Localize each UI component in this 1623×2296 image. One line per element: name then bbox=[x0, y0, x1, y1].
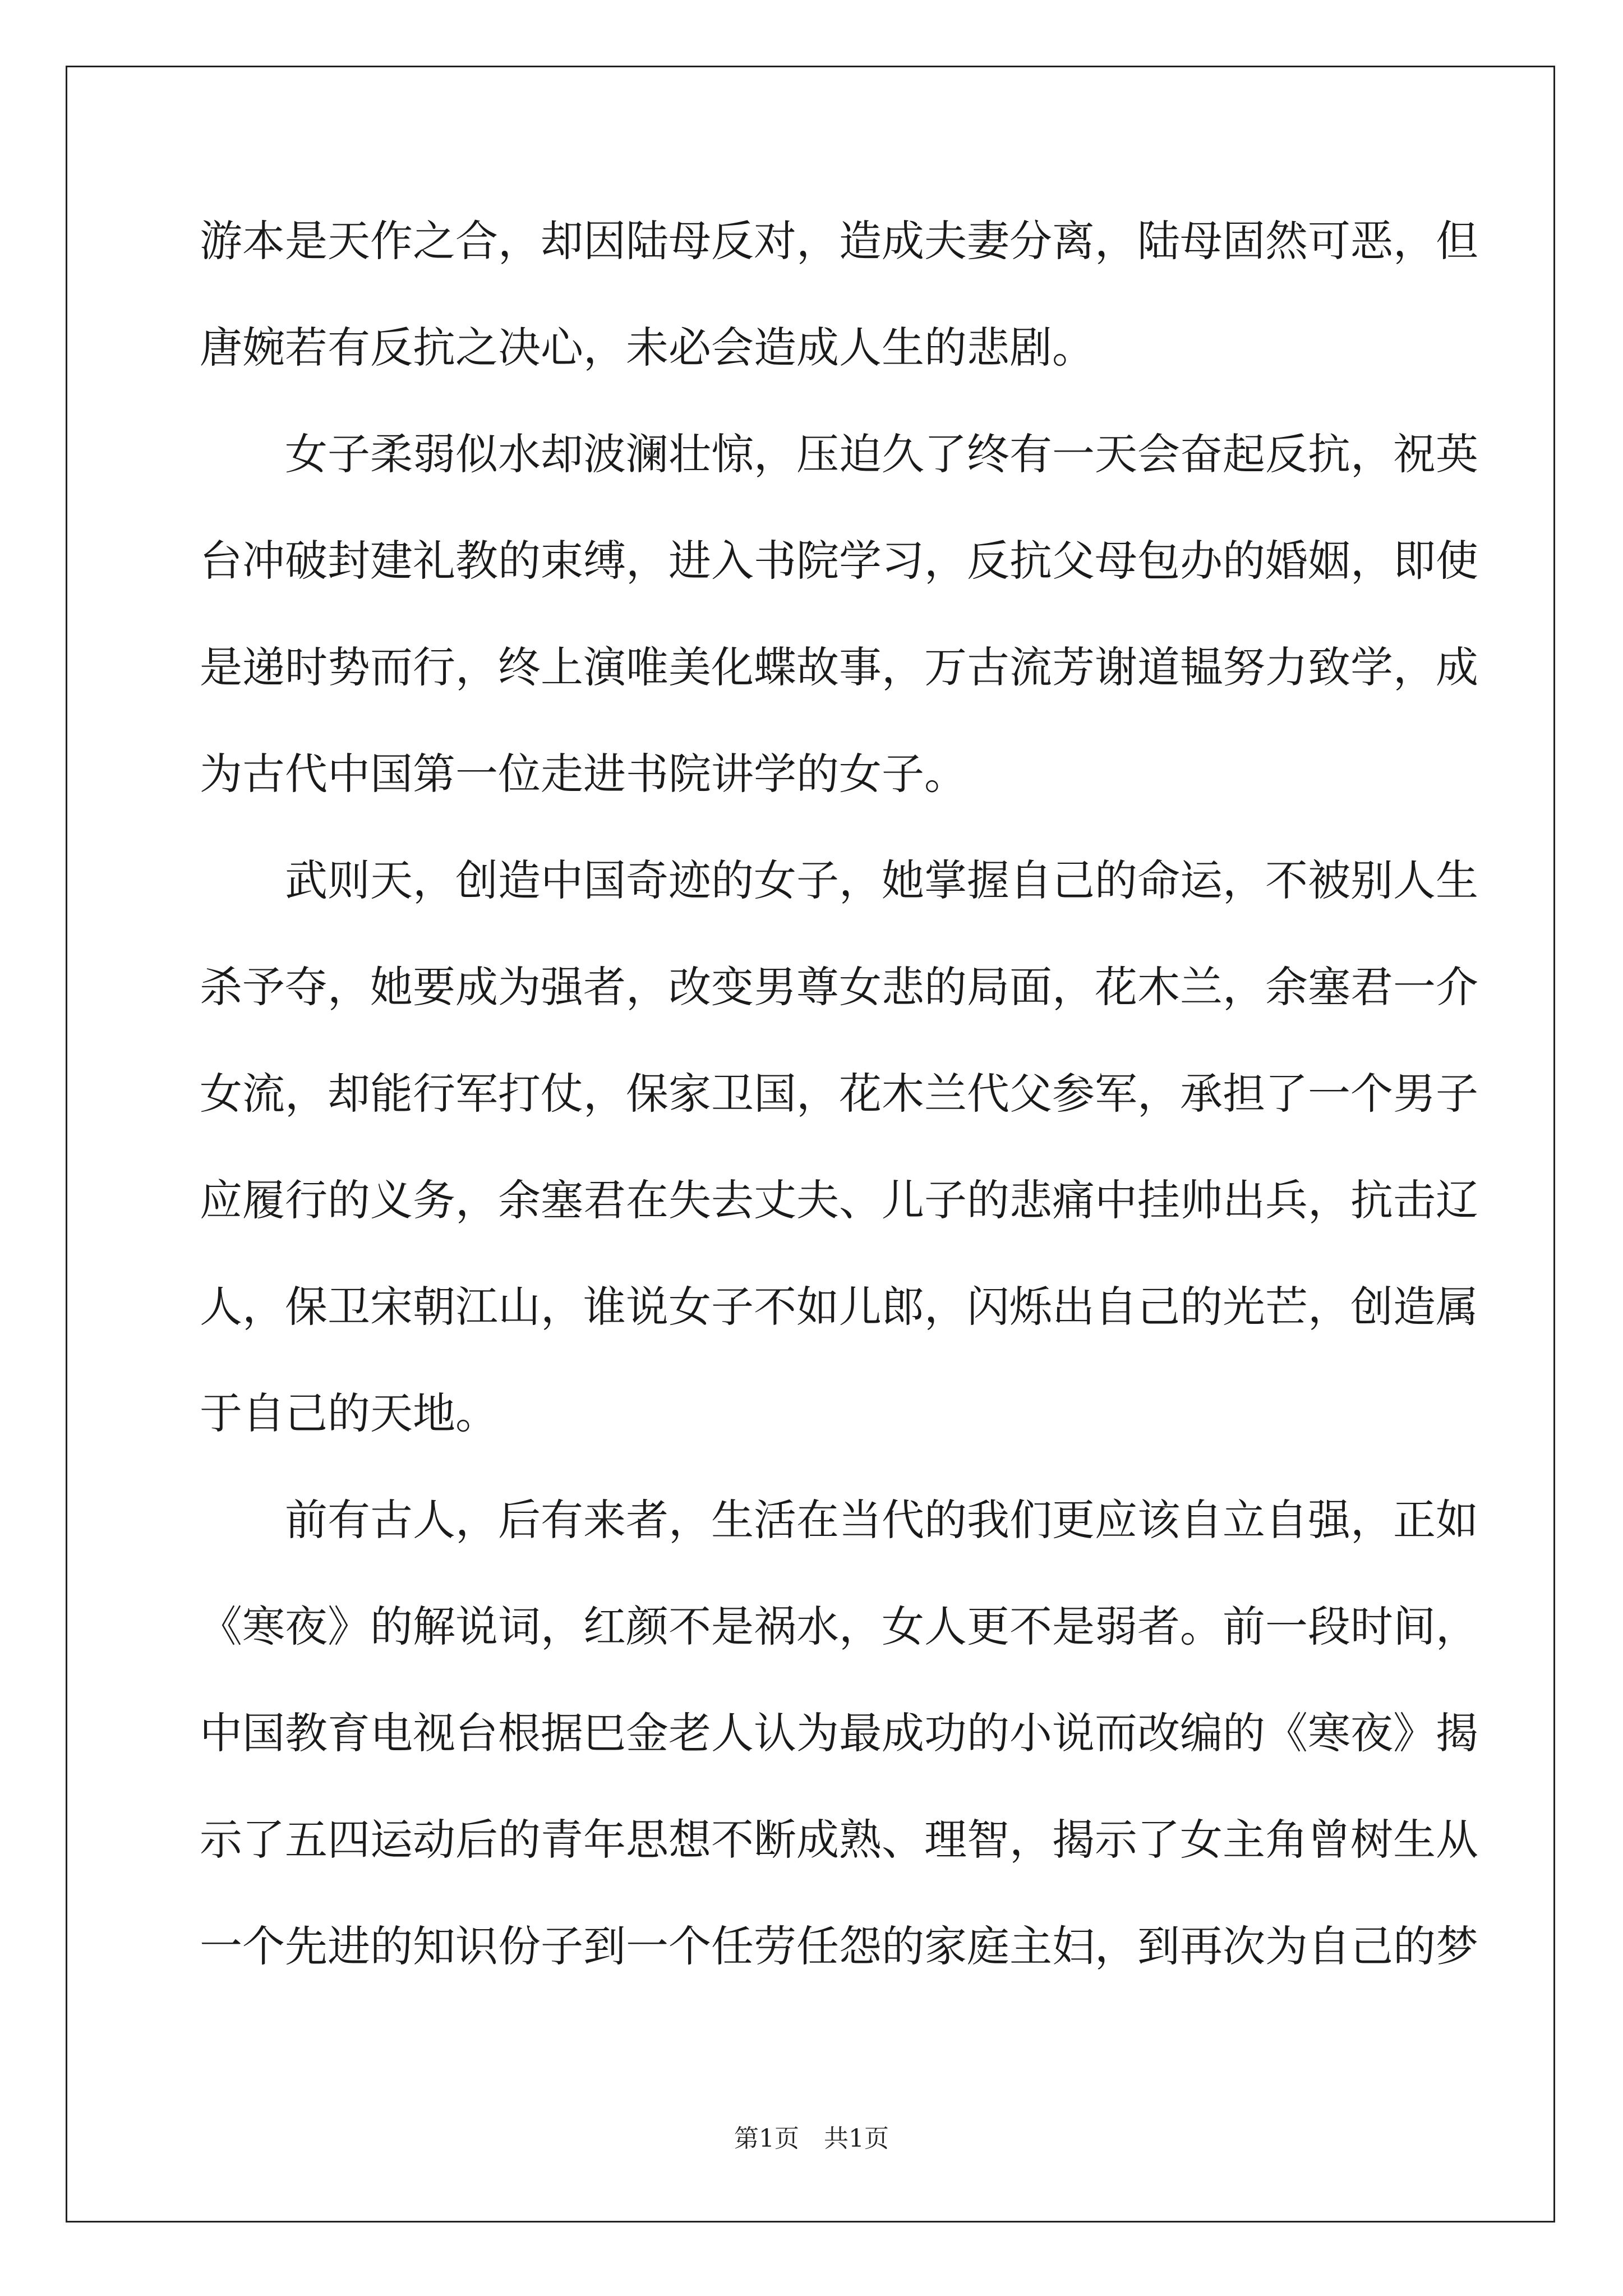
text-line: 女流，却能行军打仗，保家卫国，花木兰代父参军，承担了一个男子 bbox=[200, 1069, 1478, 1119]
text-line: 《寒夜》的解说词，红颜不是祸水，女人更不是弱者。前一段时间， bbox=[200, 1602, 1478, 1651]
text-line: 女子柔弱似水却波澜壮惊，压迫久了终有一天会奋起反抗，祝英 bbox=[285, 429, 1478, 479]
text-line: 人，保卫宋朝江山，谁说女子不如儿郎，闪烁出自己的光芒，创造属 bbox=[200, 1282, 1478, 1332]
text-line: 应履行的义务，余塞君在失去丈夫、儿子的悲痛中挂帅出兵，抗击辽 bbox=[200, 1175, 1478, 1225]
text-line: 武则天，创造中国奇迹的女子，她掌握自己的命运，不被别人生 bbox=[285, 855, 1478, 905]
text-line: 示了五四运动后的青年思想不断成熟、理智，揭示了女主角曾树生从 bbox=[200, 1815, 1478, 1865]
text-line: 台冲破封建礼教的束缚，进入书院学习，反抗父母包办的婚姻，即使 bbox=[200, 536, 1478, 586]
text-line: 一个先进的知识份子到一个任劳任怨的家庭主妇，到再次为自己的梦 bbox=[200, 1921, 1478, 1971]
text-line: 杀予夺，她要成为强者，改变男尊女悲的局面，花木兰，余塞君一介 bbox=[200, 962, 1478, 1012]
text-line: 前有古人，后有来者，生活在当代的我们更应该自立自强，正如 bbox=[285, 1495, 1478, 1545]
text-line: 唐婉若有反抗之决心，未必会造成人生的悲剧。 bbox=[200, 323, 1095, 372]
text-line: 中国教育电视台根据巴金老人认为最成功的小说而改编的《寒夜》揭 bbox=[200, 1708, 1478, 1758]
text-line: 是递时势而行，终上演唯美化蝶故事，万古流芳谢道韫努力致学，成 bbox=[200, 642, 1478, 692]
text-line: 游本是天作之合，却因陆母反对，造成夫妻分离，陆母固然可恶，但 bbox=[200, 216, 1478, 266]
page-border bbox=[66, 66, 1555, 2223]
text-line: 于自己的天地。 bbox=[200, 1388, 498, 1438]
text-line: 为古代中国第一位走进书院讲学的女子。 bbox=[200, 749, 967, 799]
page-footer: 第1页 共1页 bbox=[734, 2124, 889, 2153]
